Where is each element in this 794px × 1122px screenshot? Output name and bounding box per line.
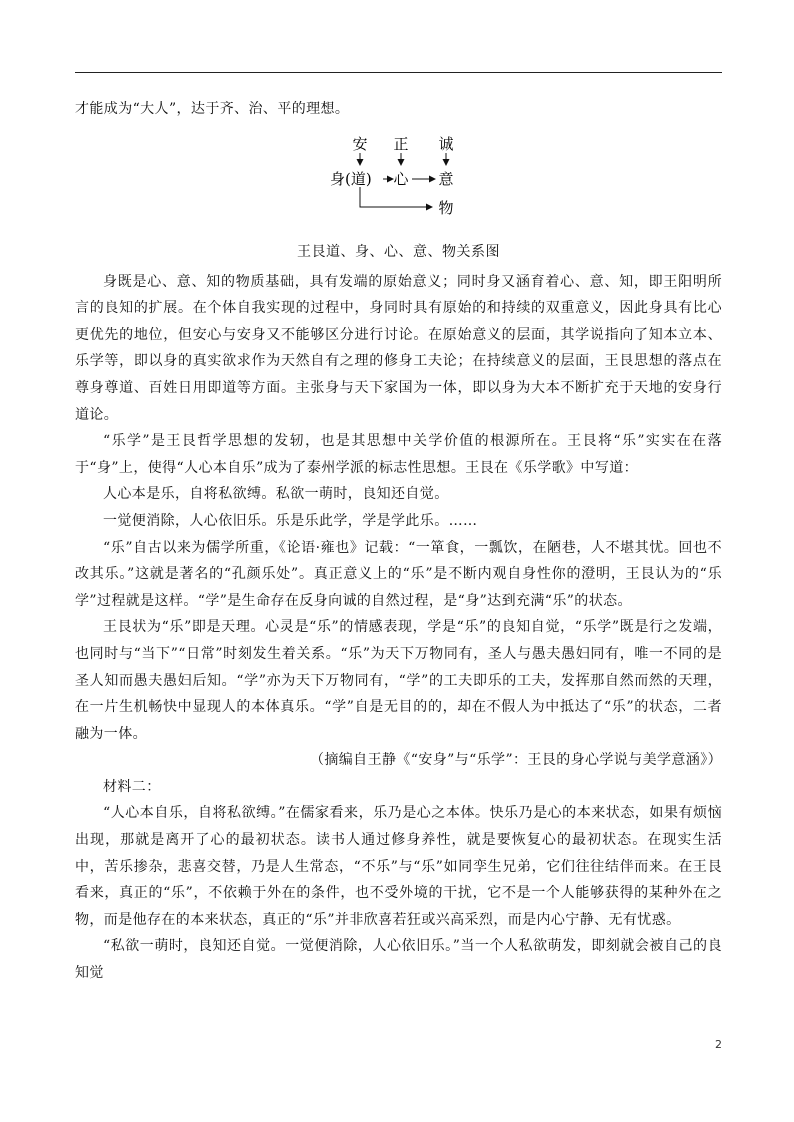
relationship-diagram xyxy=(75,127,722,249)
poem-line: 一觉便消除，人心依旧乐。乐是乐此学，学是学此乐。…… xyxy=(103,512,478,529)
paragraph: 王艮状为“乐”即是天理。心灵是“乐”的情感表现，学是“乐”的良知自觉，“乐学”既是行之发端，也同时与“当下”“日常”时刻发生着关系。“乐”为天下万物同有，圣人与愚夫愚妇同有，唯一不同的是圣人知而愚夫愚妇后知。“学”亦为天下万物同有，“学”的工夫即乐的工夫，发挥那自然而然的天理，在一片生机畅快中显现人的本体真乐。“学”自是无目的的，却在不假人为中抵达了“乐”的状态，二者融为一体。 xyxy=(75,619,722,742)
node-shen: 身(道) xyxy=(330,169,372,188)
page-number: 2 xyxy=(715,1038,722,1051)
page-content xyxy=(75,96,722,987)
node-xin: 心 xyxy=(393,169,409,188)
paragraph: “乐学”是王艮哲学思想的发轫，也是其思想中关学价值的根源所在。王艮将“乐”实实在在落于“身”上，使得“人心本自乐”成为了泰州学派的标志性思想。王艮在《乐学歌》中写道： xyxy=(75,433,722,476)
citation: （摘编自王静《“安身”与“乐学”：王艮的身心学说与美学意涵》） xyxy=(309,752,722,769)
diagram-svg xyxy=(330,127,470,227)
paragraph: 才能成为“大人”，达于齐、治、平的理想。 xyxy=(75,101,350,117)
material-label: 材料二： xyxy=(103,778,161,795)
label-zheng: 正 xyxy=(393,134,409,153)
header-rule xyxy=(75,72,722,73)
paragraph: “私欲一萌时，良知还自觉。一觉便消除，人心依旧乐。”当一个人私欲萌发，即刻就会被自己的良知觉 xyxy=(75,938,722,982)
paragraph: 身既是心、意、知的物质基础，具有发端的原始意义；同时身又涵育着心、意、知，即王阳明所言的良知的扩展。在个体自我实现的过程中，身同时具有原始的和持续的双重意义，因此身具有比心更优先的地位，但安心与安身又不能够区分进行讨论。在原始意义的层面，其学说指向了知本立本、乐学等，即以身的真实欲求作为天然自有之理的修身工夫论；在持续意义的层面，王艮思想的落点在尊身尊道、百姓日用即道等方面。主张身与天下家国为一体，即以身为大本不断扩充于天地的安身行道论。 xyxy=(75,273,722,423)
node-yi: 意 xyxy=(438,169,454,188)
arrow-shen-wu xyxy=(360,187,432,207)
paragraph: “乐”自古以来为儒学所重，《论语·雍也》记载：“一箪食，一瓢饮，在陋巷，人不堪其忧。回也不改其乐。”这就是著名的“孔颜乐处”。真正意义上的“乐”是不断内观自身性你的澄明，王艮认为的“乐学”过程就是这样。“学”是生命存在反身向诚的自然过程，是“身”达到充满“乐”的状态。 xyxy=(75,539,722,609)
paragraph: “人心本自乐，自将私欲缚。”在儒家看来，乐乃是心之本体。快乐乃是心的本来状态，如果有烦恼出现，那就是离开了心的最初状态。读书人通过修身养性，就是要恢复心的最初状态。在现实生活中，苦乐掺杂，悲喜交替，乃是人生常态，“不乐”与“乐”如同孪生兄弟，它们往往结伴而来。在王艮看来，真正的“乐”，不依赖于外在的条件，也不受外境的干扰，它不是一个人能够获得的某种外在之物，而是他存在的本来状态，真正的“乐”并非欣喜若狂或兴高采烈，而是内心宁静、无有忧惑。 xyxy=(75,805,722,928)
label-cheng: 诚 xyxy=(438,134,454,153)
poem-line: 人心本是乐，自将私欲缚。私欲一萌时，良知还自觉。 xyxy=(103,486,449,503)
node-wu: 物 xyxy=(438,198,454,217)
diagram-caption: 王艮道、身、心、意、物关系图 xyxy=(297,243,500,260)
label-an: 安 xyxy=(352,134,368,153)
